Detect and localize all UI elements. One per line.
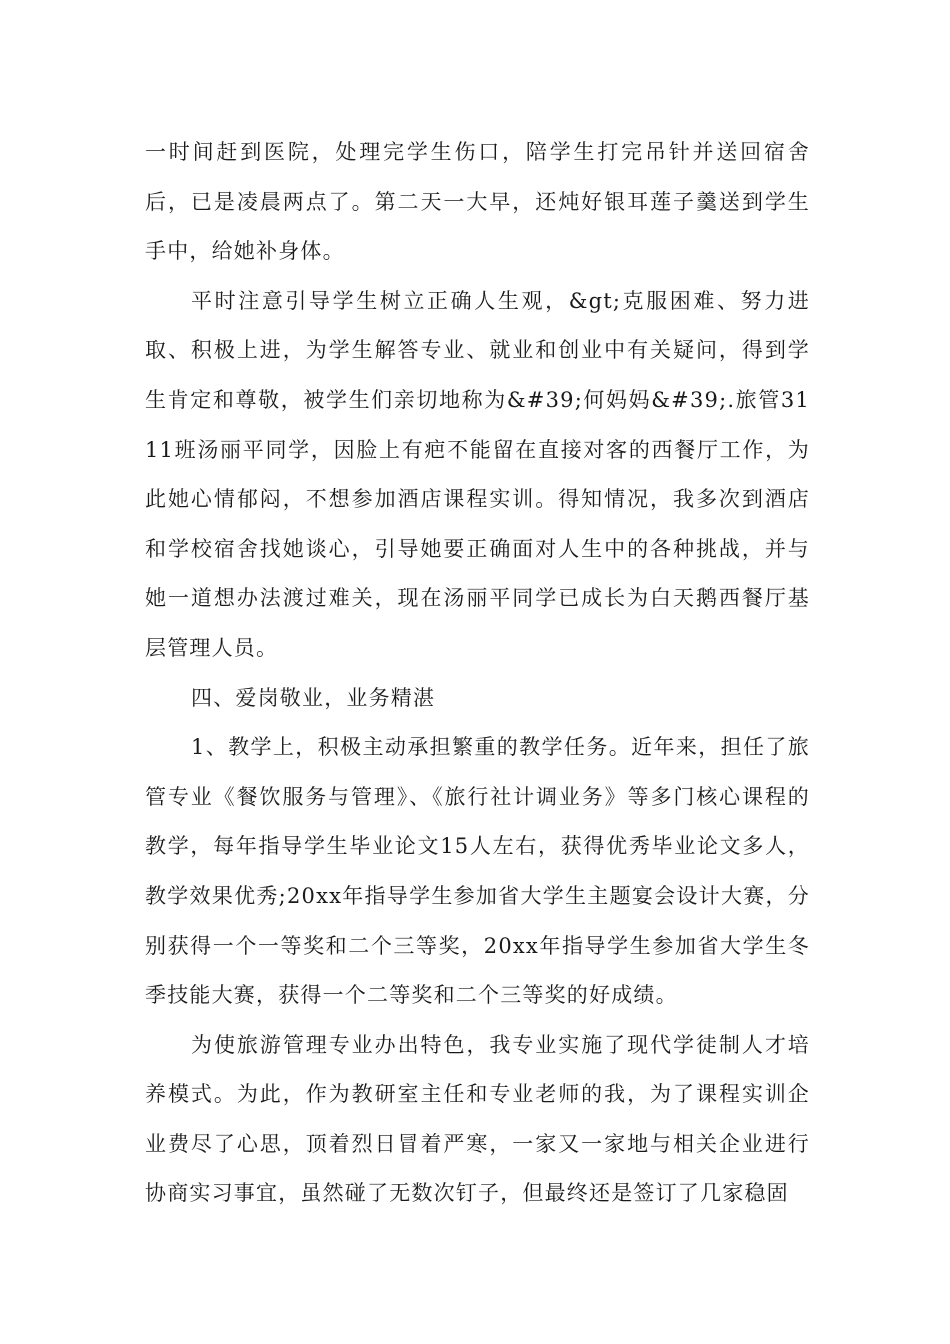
section-heading: 四、爱岗敬业，业务精湛 bbox=[191, 685, 436, 710]
paragraph-3: 1、教学上，积极主动承担繁重的教学任务。近年来，担任了旅管专业《餐饮服务与管理》、《旅行社计调业务》等多门核心课程的教学，每年指导学生毕业论文15人左右，获得优秀毕业论文多人，教学效果优秀;20xx年指导学生参加省大学生主题宴会设计大赛，分别获得一个一等奖和二个三等奖，20xx年指导学生参加省大学生冬季技能大赛，获得一个二等奖和二个三等奖的好成绩。 bbox=[145, 735, 810, 1008]
paragraph-2: 平时注意引导学生树立正确人生观，&gt;克服困难、努力进取、积极上进，为学生解答专业、就业和创业中有关疑问，得到学生肯定和尊敬，被学生们亲切地称为&#39;何妈妈&#39;.旅管3111班汤丽平同学，因脸上有疤不能留在直接对客的西餐厅工作，为此她心情郁闷，不想参加酒店课程实训。得知情况，我多次到酒店和学校宿舍找她谈心，引导她要正确面对人生中的各种挑战，并与她一道想办法渡过难关，现在汤丽平同学已成长为白天鹅西餐厅基层管理人员。 bbox=[145, 288, 810, 660]
paragraph-1: 一时间赶到医院，处理完学生伤口，陪学生打完吊针并送回宿舍后，已是凌晨两点了。第二天一大早，还炖好银耳莲子羹送到学生手中，给她补身体。 bbox=[145, 140, 810, 264]
paragraph-4: 为使旅游管理专业办出特色，我专业实施了现代学徒制人才培养模式。为此，作为教研室主任和专业老师的我，为了课程实训企业费尽了心思，顶着烈日冒着严寒，一家又一家地与相关企业进行协商实习事宜，虽然碰了无数次钉子，但最终还是签订了几家稳固 bbox=[145, 1032, 810, 1206]
document-body bbox=[145, 128, 810, 1219]
